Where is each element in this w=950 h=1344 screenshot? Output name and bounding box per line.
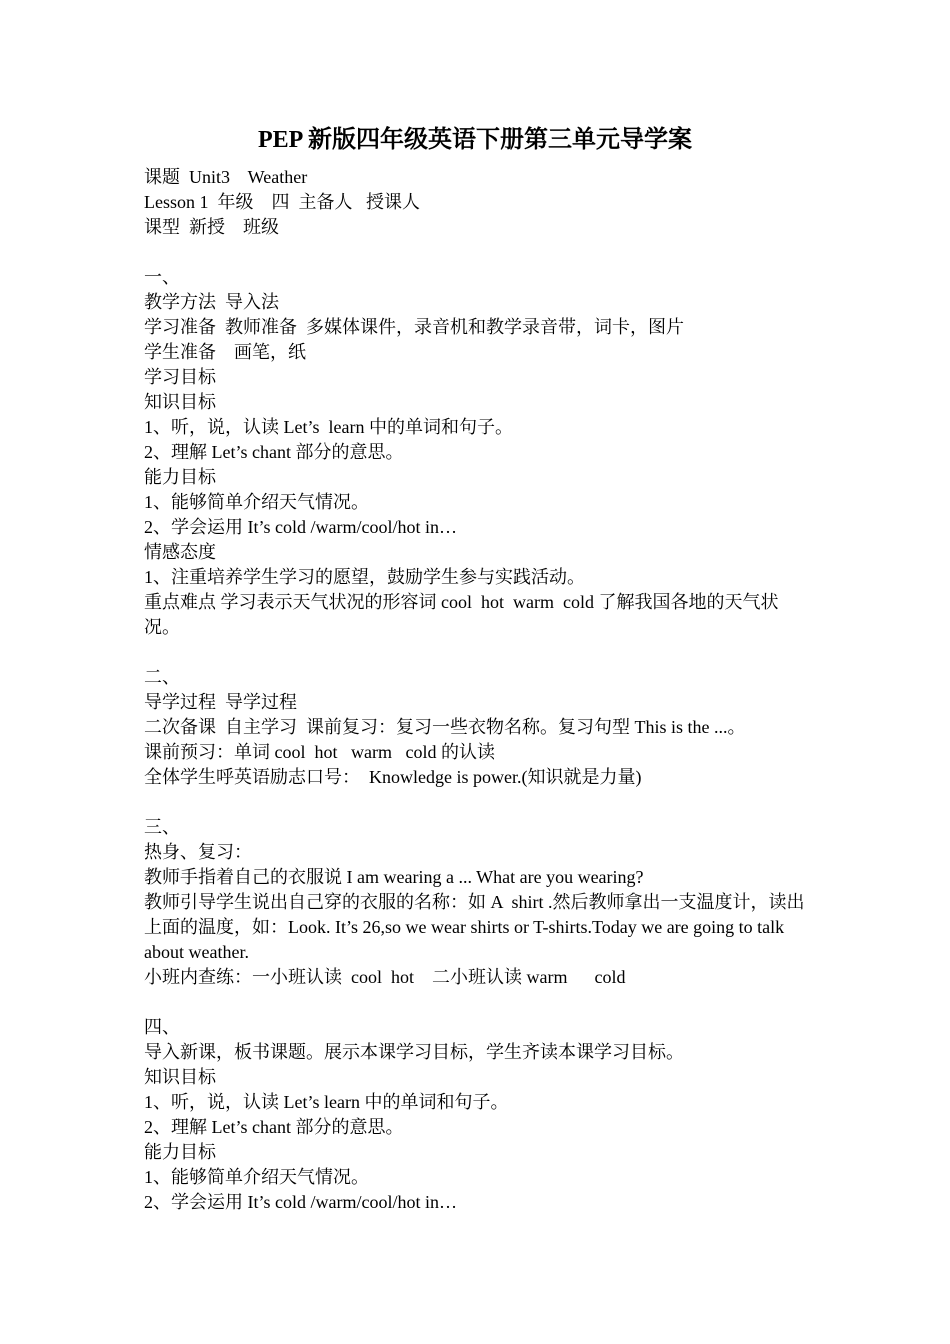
line-knowledge-goals-2: 知识目标	[144, 1067, 216, 1087]
section-heading-3: 三、	[144, 817, 180, 837]
line-ability-goals-2: 能力目标	[144, 1142, 216, 1162]
line-knowledge-goals: 知识目标	[144, 392, 216, 412]
line-ability-goal-1b: 1、能够简单介绍天气情况。	[144, 1167, 369, 1187]
line-knowledge-goal-2b: 2、理解 Let’s chant 部分的意思。	[144, 1117, 404, 1137]
line-warmup: 热身、复习：	[144, 842, 252, 862]
line-ability-goals: 能力目标	[144, 467, 216, 487]
blank-line	[144, 640, 814, 665]
blank-line	[144, 990, 814, 1015]
line-ability-goal-1: 1、能够简单介绍天气情况。	[144, 492, 369, 512]
line-warmup-2: 教师引导学生说出自己穿的衣服的名称：如 A shirt .然后教师拿出一支温度计，读出上面的温度，如：Look. It’s 26,so we wear shirts or T-shirts.Today we are going to talk about weather.	[144, 892, 805, 962]
line-lesson-type: 课型 新授 班级	[144, 217, 279, 237]
document-body	[144, 165, 814, 1215]
section-heading-2: 二、	[144, 667, 180, 687]
line-new-lesson: 导入新课，板书课题。展示本课学习目标，学生齐读本课学习目标。	[144, 1042, 684, 1062]
line-learning-goals: 学习目标	[144, 367, 216, 387]
line-teacher-prep: 学习准备 教师准备 多媒体课件，录音机和教学录音带，词卡，图片	[144, 317, 684, 337]
blank-line	[144, 240, 814, 265]
line-knowledge-goal-1: 1、听，说，认读 Let’s learn 中的单词和句子。	[144, 417, 513, 437]
line-key-points: 重点难点 学习表示天气状况的形容词 cool hot warm cold 了解我国各地的天气状况。	[144, 592, 779, 637]
line-warmup-1: 教师手指着自己的衣服说 I am wearing a ... What are you wearing?	[144, 867, 644, 887]
section-heading-1: 一、	[144, 267, 180, 287]
line-guide-process: 导学过程 导学过程	[144, 692, 297, 712]
line-slogan: 全体学生呼英语励志口号： Knowledge is power.(知识就是力量)	[144, 767, 642, 787]
line-preview: 课前预习：单词 cool hot warm cold 的认读	[144, 742, 495, 762]
document-title: PEP 新版四年级英语下册第三单元导学案	[257, 127, 692, 153]
line-class-drill: 小班内查练：一小班认读 cool hot 二小班认读 warm cold	[144, 967, 626, 987]
line-teaching-method: 教学方法 导入法	[144, 292, 279, 312]
blank-line	[144, 790, 814, 815]
line-self-study-review: 二次备课 自主学习 课前复习：复习一些衣物名称。复习句型 This is the ...。	[144, 717, 746, 737]
line-student-prep: 学生准备 画笔，纸	[144, 342, 306, 362]
line-lesson-topic: 课题 Unit3 Weather	[144, 167, 308, 187]
line-attitude: 情感态度	[144, 542, 216, 562]
line-ability-goal-2: 2、学会运用 It’s cold /warm/cool/hot in…	[144, 517, 457, 537]
line-attitude-1: 1、注重培养学生学习的愿望，鼓励学生参与实践活动。	[144, 567, 585, 587]
line-lesson-grade: Lesson 1 年级 四 主备人 授课人	[144, 192, 420, 212]
line-knowledge-goal-2: 2、理解 Let’s chant 部分的意思。	[144, 442, 404, 462]
line-ability-goal-2b: 2、学会运用 It’s cold /warm/cool/hot in…	[144, 1192, 457, 1212]
line-knowledge-goal-1b: 1、听，说，认读 Let’s learn 中的单词和句子。	[144, 1092, 509, 1112]
section-heading-4: 四、	[144, 1017, 180, 1037]
